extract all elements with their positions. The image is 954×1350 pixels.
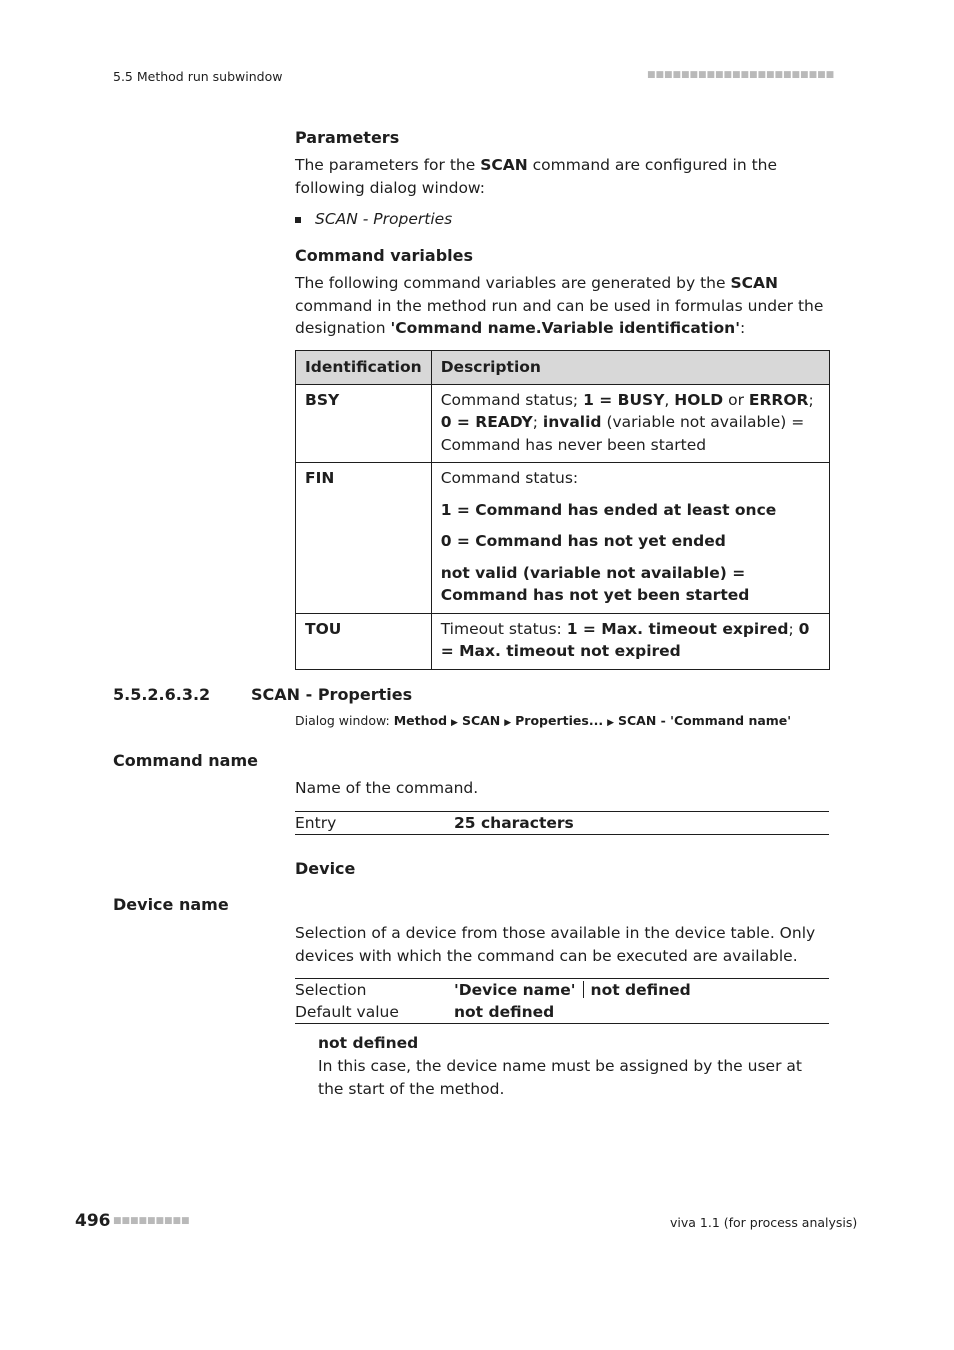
device-name-desc: Selection of a device from those available in the device table. Only devices with which the command can be executed are available. — [295, 924, 816, 965]
table-row — [296, 384, 830, 463]
table-header-row — [296, 351, 830, 385]
arrow-right-icon: ▶ — [451, 718, 458, 728]
table-row — [296, 613, 830, 669]
product-name: viva 1.1 (for process analysis) — [670, 1215, 858, 1230]
option-title: not defined — [318, 1034, 419, 1052]
page-number: 496 — [75, 1211, 111, 1231]
command-name-desc: Name of the command. — [295, 779, 479, 797]
var-id-tou: TOU — [296, 613, 432, 669]
prop-row-default: Default value not defined — [295, 1003, 555, 1021]
section-title: SCAN - Properties — [251, 685, 413, 704]
column-header-description: Description — [431, 351, 829, 385]
var-desc-tou: Timeout status: 1 = Max. timeout expired; 0 = Max. timeout not expired — [431, 613, 829, 669]
prop-row-selection: Selection 'Device name' not defined — [295, 981, 691, 999]
device-subheading: Device — [295, 859, 356, 878]
arrow-right-icon: ▶ — [504, 718, 512, 728]
arrow-right-icon: ▶ — [607, 718, 614, 728]
var-id-fin: FIN — [296, 463, 432, 614]
command-name-props — [295, 811, 829, 835]
device-name-props — [295, 978, 829, 1024]
device-name-heading: Device name — [113, 895, 229, 914]
footer-dots: ■■■■■■■■■ — [113, 1216, 190, 1226]
command-variables-text: The following command variables are generated by the SCAN command in the method run and can be used in formulas under the designation 'Command name.Variable identification': — [295, 274, 824, 337]
var-desc-bsy: Command status; 1 = BUSY, HOLD or ERROR; 0 = READY; invalid (variable not available) = Command has never been started — [431, 384, 829, 463]
var-id-bsy: BSY — [296, 384, 432, 463]
option-desc: In this case, the device name must be assigned by the user at the start of the method. — [318, 1057, 802, 1098]
command-name-heading: Command name — [113, 751, 258, 770]
running-header-section: 5.5 Method run subwindow — [113, 69, 283, 84]
command-variables-heading: Command variables — [295, 246, 473, 265]
parameters-bullet-item: SCAN - Properties — [295, 208, 452, 231]
separator — [583, 981, 584, 998]
parameters-heading: Parameters — [295, 128, 400, 147]
parameters-text: The parameters for the SCAN command are configured in the following dialog window: — [295, 156, 778, 197]
section-number: 5.5.2.6.3.2 — [113, 685, 211, 704]
column-header-identification: Identification — [296, 351, 432, 385]
prop-row-entry: Entry 25 characters — [295, 814, 574, 832]
header-dots: ■■■■■■■■■■■■■■■■■■■■■■ — [647, 70, 835, 80]
var-desc-fin: Command status: 1 = Command has ended at least once 0 = Command has not yet ended not valid (variable not available) = Command has not yet been started — [431, 463, 829, 614]
bullet-icon — [295, 217, 301, 223]
table-row — [296, 463, 830, 614]
dialog-path: Dialog window: Method ▶ SCAN ▶ Properties... ▶ SCAN - 'Command name' — [295, 713, 792, 728]
command-variables-table — [295, 350, 830, 670]
